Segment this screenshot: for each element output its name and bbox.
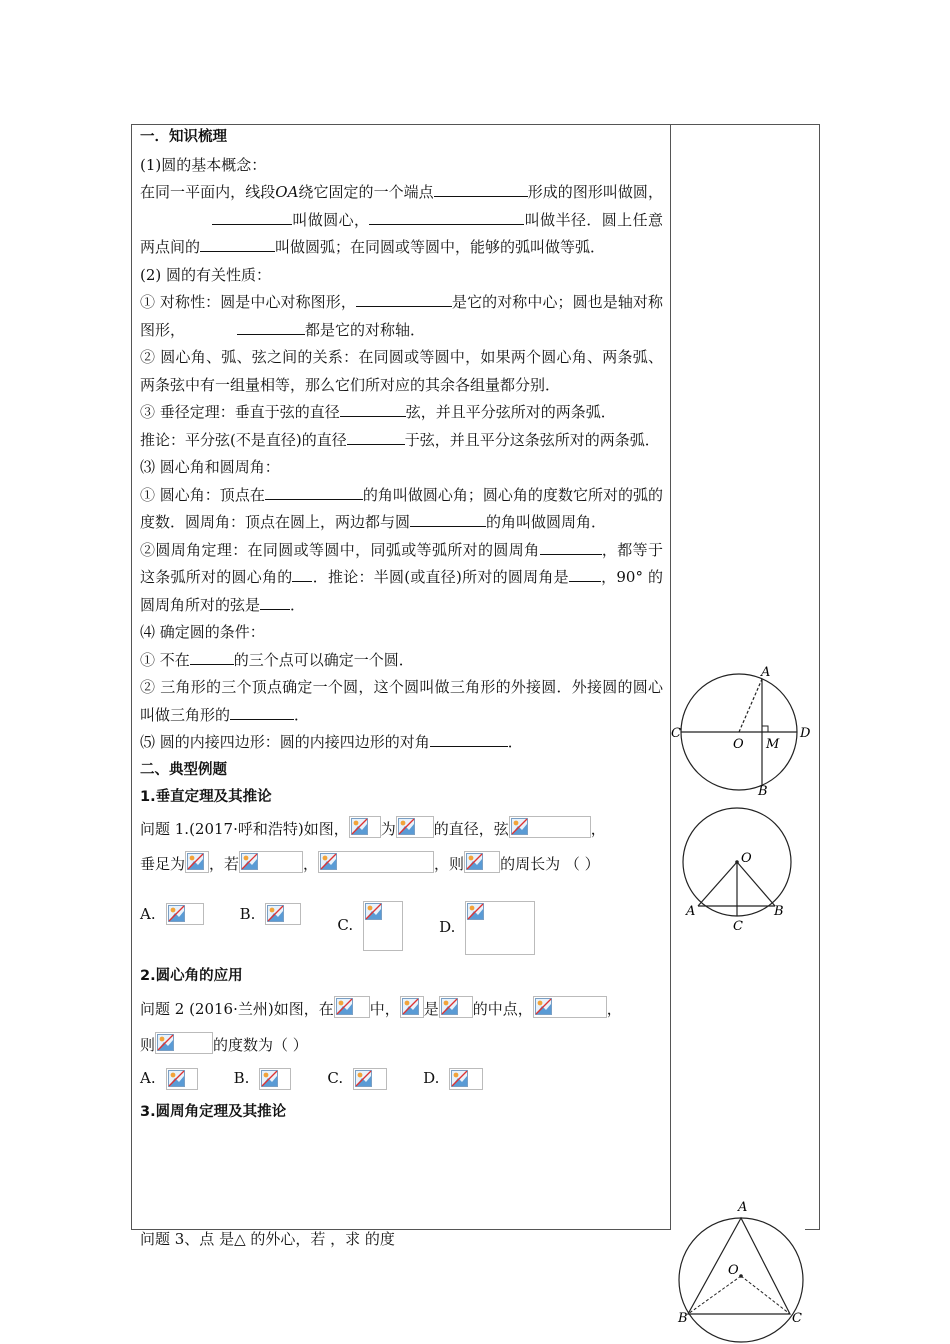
para-inscribed-angle	[140, 537, 663, 620]
text: 的直径，弦	[433, 819, 509, 838]
para-symmetry	[140, 289, 663, 344]
radius-oa	[739, 679, 762, 732]
text: ，90° 的圆周角所对的弦是	[140, 568, 663, 614]
text: 的度数为（ ）	[213, 1035, 308, 1054]
option-d	[423, 1065, 483, 1093]
question2-options	[140, 1065, 663, 1093]
option-label: C.	[337, 915, 354, 934]
triangle-abc	[688, 1218, 790, 1314]
text: 是它的对称中心；圆也是轴对称图形，	[140, 293, 663, 339]
option-c	[337, 901, 403, 951]
blank	[347, 430, 405, 445]
figure-circumcircle	[672, 1196, 812, 1344]
formula-image	[349, 816, 381, 838]
label-o: O	[733, 737, 744, 752]
formula-image	[185, 851, 209, 873]
text: 都是它的对称轴．	[305, 320, 426, 339]
blank	[369, 210, 524, 225]
text: 垂足为	[140, 855, 186, 873]
formula-image	[533, 996, 607, 1018]
formula-image	[265, 903, 301, 925]
text: 的弧叫做等弧．	[500, 238, 606, 256]
question1-options	[140, 887, 663, 955]
broken-image-icon	[168, 905, 185, 922]
blank	[212, 210, 292, 225]
broken-image-icon	[320, 853, 337, 870]
broken-image-icon	[535, 998, 552, 1015]
text: 是	[423, 1000, 439, 1018]
broken-image-icon	[351, 818, 368, 835]
blank	[540, 540, 602, 555]
label-a: A	[686, 904, 696, 919]
formula-image	[259, 1068, 291, 1090]
formula-image	[464, 851, 500, 873]
label-m: M	[766, 737, 780, 752]
center-point	[735, 860, 739, 864]
figure-central-angle	[676, 806, 800, 936]
broken-image-icon	[398, 818, 415, 835]
blank	[260, 595, 290, 610]
right-angle-mark	[762, 726, 768, 732]
label-o: O	[741, 851, 752, 866]
segment-ob	[737, 862, 775, 906]
text: 叫做圆弧；在同圆或等圆中，能够	[275, 238, 501, 256]
para-central-angle	[140, 482, 663, 537]
text: ③ 垂径定理：垂直于弦的直径	[140, 403, 340, 421]
text: ．	[507, 733, 523, 751]
p4-head: ⑷ 确定圆的条件：	[140, 623, 265, 641]
option-a	[140, 901, 204, 929]
blank	[410, 512, 486, 527]
section1-title: 一．知识梳理	[140, 129, 227, 145]
option-label: B.	[239, 904, 256, 923]
formula-image	[239, 851, 303, 873]
broken-image-icon	[441, 998, 458, 1015]
question2-line2	[140, 1032, 663, 1060]
para-perpendicular	[140, 399, 663, 427]
option-label: D.	[423, 1069, 440, 1087]
blank	[340, 402, 406, 417]
text: 弦，并且平分弦所对的两条弧．	[405, 403, 616, 421]
p2-head: (2) 圆的有关性质：	[140, 265, 272, 284]
p3-head: ⑶ 圆心角和圆周角：	[140, 458, 280, 476]
text: 于弦，并且平分这条弦所对的两条弧．	[404, 430, 660, 449]
para-not-collinear	[140, 647, 663, 675]
text: 叫做半径．圆上任意两点间的	[140, 210, 663, 256]
option-label: D.	[439, 917, 456, 936]
broken-image-icon	[511, 818, 528, 835]
blank	[430, 732, 508, 747]
label-a: A	[738, 1200, 748, 1215]
option-a	[140, 1065, 198, 1093]
broken-image-icon	[261, 1070, 278, 1087]
option-label: B.	[233, 1069, 250, 1087]
label-d: D	[800, 726, 811, 741]
text: ，都等于这条弧所对的圆心角的	[140, 540, 663, 586]
text: ② 三角形的三个顶点确定一个圆，这个圆叫做三角形的外接圆．外接圆的圆心叫做三角形的	[140, 678, 663, 724]
question3-line: 问题 3、点 是△ 的外心，若 ，求 的度	[140, 1230, 395, 1248]
label-b: B	[774, 904, 784, 919]
segment-ob	[688, 1276, 741, 1314]
formula-image	[166, 1068, 198, 1090]
formula-image	[465, 901, 535, 955]
segment-oc	[741, 1276, 790, 1314]
blank	[356, 292, 452, 307]
blank	[434, 182, 528, 197]
text: 推论：平分弦(不是直径)的直径	[140, 430, 347, 449]
broken-image-icon	[466, 853, 483, 870]
label-c: C	[792, 1311, 802, 1326]
text: 的三个点可以确定一个圆．	[233, 650, 414, 669]
figure-perpendicular-diameter	[670, 664, 816, 800]
text: ，	[590, 819, 606, 838]
topic2-title: 2.圆心角的应用	[140, 967, 243, 984]
text: 为	[380, 819, 396, 838]
section2-title: 二、典型例题	[140, 761, 227, 778]
segment-oa: OA	[275, 183, 299, 201]
label-a: A	[761, 665, 771, 680]
text: ① 不在	[140, 650, 190, 669]
formula-image	[353, 1068, 387, 1090]
option-c	[327, 1065, 387, 1093]
broken-image-icon	[365, 903, 382, 920]
option-b	[240, 901, 302, 929]
blank	[237, 320, 305, 335]
label-b: B	[678, 1311, 688, 1326]
text: 问题 1.(2017·呼和浩特)如图，	[140, 819, 349, 838]
broken-image-icon	[402, 998, 419, 1015]
blank	[230, 705, 294, 720]
text: 叫做圆心，	[292, 210, 370, 229]
text: 在同一平面内，线段	[140, 183, 276, 201]
para-circumcircle	[140, 674, 663, 729]
broken-image-icon	[157, 1034, 174, 1051]
option-label: A.	[140, 904, 156, 923]
formula-image	[509, 816, 591, 838]
text: 的周长为 （ ）	[500, 855, 600, 873]
text: 中，	[369, 1000, 400, 1018]
broken-image-icon	[267, 905, 284, 922]
text: 的角叫做圆心角；圆心角的度数它所对的弧的度数．圆周角：顶点在圆上，两边都与圆	[140, 485, 663, 531]
para-circle-concept	[140, 179, 663, 262]
text: ②圆周角定理：在同圆或等圆中，同弧或等弧所对的圆周角	[140, 540, 540, 559]
text: 的中点，	[472, 1000, 533, 1018]
p1-head: (1)圆的基本概念：	[140, 155, 267, 174]
text: ，若	[209, 855, 240, 873]
text: ，则	[434, 855, 465, 873]
broken-image-icon	[467, 903, 484, 920]
blank	[292, 567, 312, 582]
question1-line1	[140, 816, 663, 844]
text: ．	[294, 705, 310, 724]
text: ，	[606, 1000, 622, 1018]
text: ① 圆心角：顶点在	[140, 485, 265, 504]
para-angle-arc-chord: ② 圆心角、弧、弦之间的关系：在同圆或等圆中，如果两个圆心角、两条弧、两条弦中有一组量相等，那么它们所对应的其余各组量都分别．	[140, 348, 663, 394]
blank	[190, 650, 234, 665]
formula-image	[318, 851, 434, 873]
formula-image	[439, 996, 473, 1018]
circle	[679, 1218, 803, 1342]
broken-image-icon	[168, 1070, 185, 1087]
text: 则	[140, 1035, 156, 1054]
option-b	[234, 1065, 292, 1093]
broken-image-icon	[451, 1070, 468, 1087]
text: ，	[303, 855, 319, 873]
text: ① 对称性：圆是中心对称图形，	[140, 293, 356, 311]
para-cyclic-quad	[140, 729, 663, 757]
blank	[569, 567, 601, 582]
topic1-title: 1.垂直定理及其推论	[140, 789, 272, 805]
text: 的角叫做圆周角．	[486, 513, 607, 531]
option-label: A.	[140, 1069, 156, 1087]
label-o: O	[728, 1263, 739, 1278]
broken-image-icon	[336, 998, 353, 1015]
label-c: C	[671, 726, 681, 741]
topic3-title: 3.圆周角定理及其推论	[140, 1103, 287, 1120]
center-point	[739, 1274, 743, 1278]
option-d	[439, 901, 535, 955]
text: ⑸ 圆的内接四边形：圆的内接四边形的对角	[140, 733, 430, 751]
formula-image	[166, 903, 204, 925]
formula-image	[449, 1068, 483, 1090]
question2-line1	[140, 996, 663, 1024]
blank	[200, 237, 275, 252]
formula-image	[155, 1032, 213, 1054]
text: 问题 2 (2016·兰州)如图，在	[140, 1000, 334, 1018]
formula-image	[363, 901, 403, 951]
text: ．	[290, 595, 306, 614]
label-b: B	[758, 784, 768, 799]
blank	[265, 485, 363, 500]
text: ．推论：半圆(或直径)所对的圆周角是	[312, 568, 569, 586]
para-corollary	[140, 427, 663, 455]
broken-image-icon	[187, 853, 204, 870]
question1-line2	[140, 851, 663, 879]
main-content	[140, 124, 663, 1126]
broken-image-icon	[355, 1070, 372, 1087]
text: 绕它固定的一个端点	[298, 183, 434, 201]
segment-oa	[698, 862, 737, 906]
formula-image	[396, 816, 434, 838]
text: 形成的图形叫做圆，	[527, 183, 663, 201]
label-c: C	[733, 919, 743, 934]
broken-image-icon	[241, 853, 258, 870]
option-label: C.	[327, 1069, 344, 1087]
formula-image	[400, 996, 424, 1018]
formula-image	[334, 996, 370, 1018]
